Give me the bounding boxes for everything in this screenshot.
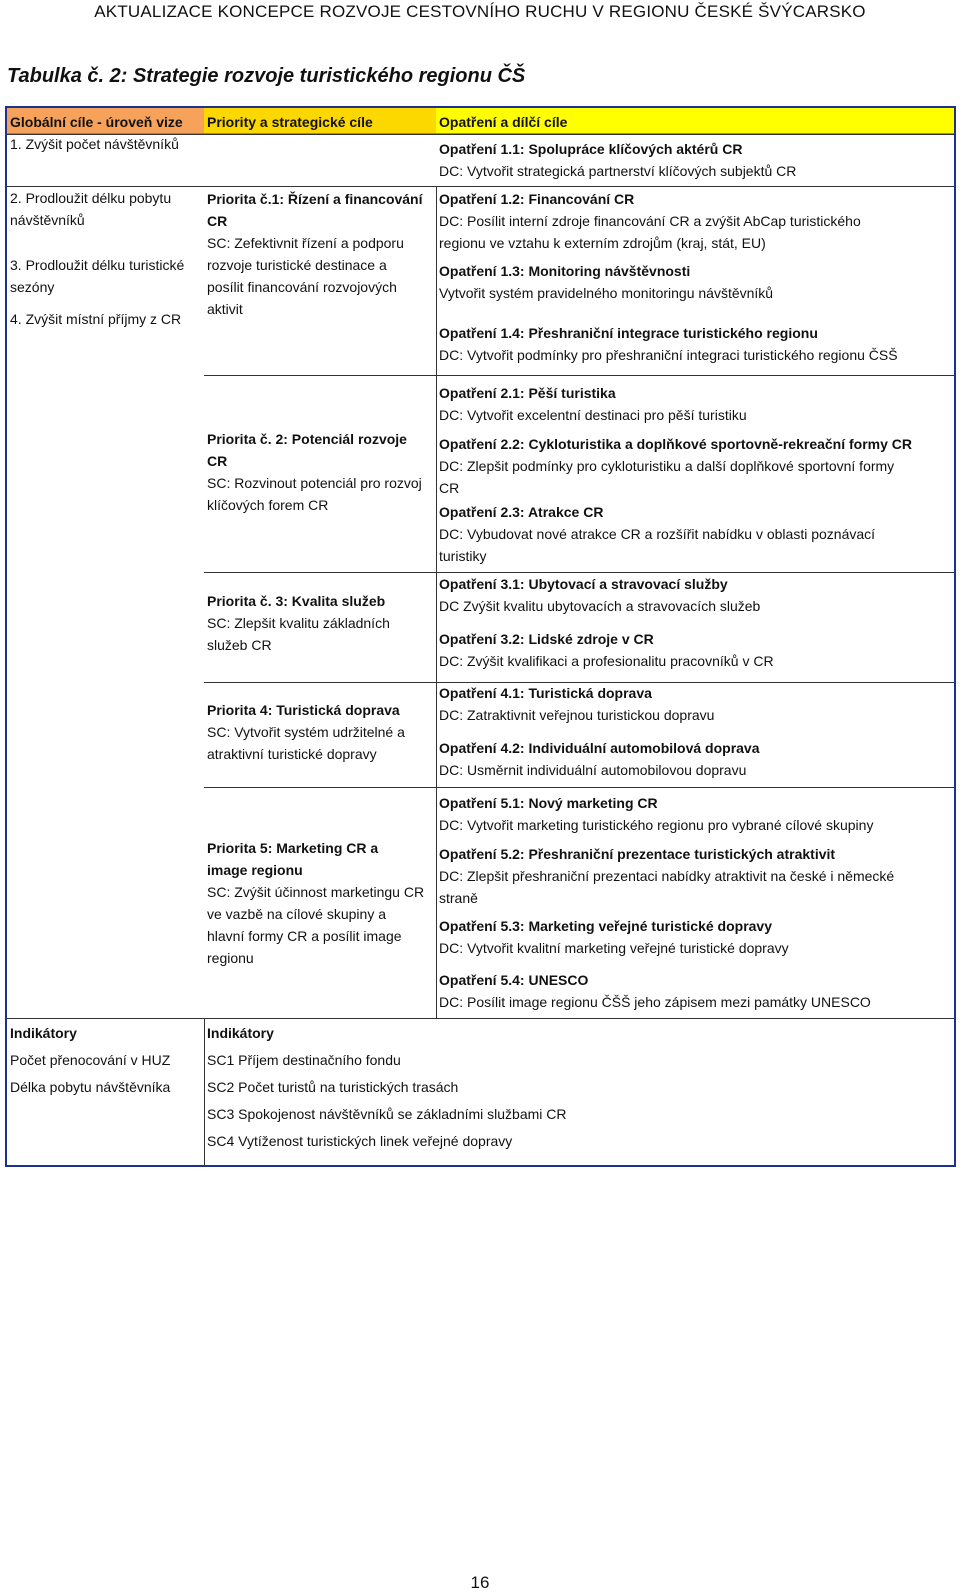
priority-title: Priorita č. 2: Potenciál rozvoje CR <box>207 431 407 469</box>
measure-title: Opatření 4.1: Turistická doprava <box>439 685 652 701</box>
column-header-priorities: Priority a strategické cíle <box>204 108 436 134</box>
measure-5-2 <box>439 843 894 909</box>
measure-title: Opatření 1.1: Spolupráce klíčových aktérů CR <box>439 141 743 157</box>
priority-title: Priorita č. 3: Kvalita služeb <box>207 593 386 609</box>
measure-2-3 <box>439 501 875 567</box>
measure-title: Opatření 3.1: Ubytovací a stravovací služby <box>439 576 728 592</box>
measure-title: Opatření 5.2: Přeshraniční prezentace turistických atraktivit <box>439 846 836 862</box>
column-divider <box>436 186 437 1018</box>
strategy-table <box>5 106 956 1167</box>
column-divider <box>204 1018 205 1167</box>
measure-title: Opatření 2.2: Cykloturistika a doplňkové sportovně-rekreační formy CR <box>439 436 913 452</box>
goal-1: 1. Zvýšit počet návštěvníků <box>10 136 179 152</box>
measure-title: Opatření 3.2: Lidské zdroje v CR <box>439 631 654 647</box>
measure-title: Opatření 1.3: Monitoring návštěvnosti <box>439 263 691 279</box>
measure-1-1 <box>439 138 796 182</box>
row-divider <box>204 375 954 376</box>
running-header: AKTUALIZACE KONCEPCE ROZVOJE CESTOVNÍHO RUCHU V REGIONU ČESKÉ ŠVÝCARSKO <box>94 2 866 21</box>
measure-5-1 <box>439 792 873 836</box>
measure-1-2 <box>439 188 861 254</box>
indicator-item: Počet přenocování v HUZ <box>10 1052 171 1068</box>
measure-text: DC: Vytvořit marketing turistického regionu pro vybrané cílové skupiny <box>439 817 874 833</box>
measure-title: Opatření 5.1: Nový marketing CR <box>439 795 658 811</box>
measure-text: DC: Vybudovat nové atrakce CR a rozšířit nabídku v oblasti poznávací turistiky <box>439 526 876 564</box>
priority-sc: SC: Rozvinout potenciál pro rozvoj klíčových forem CR <box>207 475 422 513</box>
measure-title: Opatření 4.2: Individuální automobilová doprava <box>439 740 760 756</box>
measure-text: Vytvořit systém pravidelného monitoringu návštěvníků <box>439 285 774 301</box>
priority-sc: SC: Zlepšit kvalitu základních služeb CR <box>207 615 390 653</box>
priority-4 <box>207 699 405 765</box>
row-divider <box>7 1018 954 1019</box>
measure-text: DC: Vytvořit strategická partnerství klíčových subjektů CR <box>439 163 797 179</box>
column-header-goals: Globální cíle - úroveň vize <box>7 108 204 134</box>
measure-5-3 <box>439 915 789 959</box>
indicator-item: SC4 Vytíženost turistických linek veřejné dopravy <box>207 1133 513 1149</box>
table-title: Tabulka č. 2: Strategie rozvoje turistického regionu ČŠ <box>7 65 526 87</box>
measure-text: DC: Vytvořit kvalitní marketing veřejné turistické dopravy <box>439 940 789 956</box>
measure-1-4 <box>439 322 898 366</box>
measure-text: DC: Zvýšit kvalifikaci a profesionalitu pracovníků v CR <box>439 653 774 669</box>
row-divider <box>204 787 954 788</box>
measure-4-2 <box>439 737 760 781</box>
measure-title: Opatření 2.1: Pěší turistika <box>439 385 616 401</box>
measure-2-2 <box>439 433 912 499</box>
measure-title: Opatření 1.2: Financování CR <box>439 191 635 207</box>
measure-text: DC: Zatraktivnit veřejnou turistickou dopravu <box>439 707 715 723</box>
indicators-label-right: Indikátory <box>207 1025 274 1041</box>
measure-1-3 <box>439 260 773 304</box>
indicator-item: SC2 Počet turistů na turistických trasách <box>207 1079 459 1095</box>
column-header-measures: Opatření a dílčí cíle <box>436 108 954 134</box>
measure-text: DC Zvýšit kvalitu ubytovacích a stravovacích služeb <box>439 598 761 614</box>
measure-text: DC: Vytvořit podmínky pro přeshraniční integraci turistického regionu ČSŠ <box>439 347 898 363</box>
priority-title: Priorita 4: Turistická doprava <box>207 702 400 718</box>
measure-text: DC: Posílit interní zdroje financování CR a zvýšit AbCap turistického regionu ve vztahu k externím zdrojům (kraj, stát, EU) <box>439 213 861 251</box>
measure-text: DC: Zlepšit přeshraniční prezentaci nabídky atraktivit na české i německé straně <box>439 868 895 906</box>
indicator-item: SC1 Příjem destinačního fondu <box>207 1052 401 1068</box>
measure-text: DC: Zlepšit podmínky pro cykloturistiku a další doplňkové sportovní formy CR <box>439 458 895 496</box>
measure-2-1 <box>439 382 747 426</box>
priority-title: Priorita 5: Marketing CR a image regionu <box>207 840 379 878</box>
priority-sc: SC: Zefektivnit řízení a podporu rozvoje turistické destinace a posílit financování rozvojových aktivit <box>207 235 404 317</box>
measure-text: DC: Posílit image regionu ČŠŠ jeho zápisem mezi památky UNESCO <box>439 994 871 1010</box>
measure-title: Opatření 2.3: Atrakce CR <box>439 504 604 520</box>
priority-5 <box>207 837 424 969</box>
priority-1 <box>207 188 423 320</box>
measure-3-2 <box>439 628 774 672</box>
goal-4: 4. Zvýšit místní příjmy z CR <box>10 311 182 327</box>
goal-2: 2. Prodloužit délku pobytu návštěvníků <box>10 190 172 228</box>
priority-sc: SC: Vytvořit systém udržitelné a atraktivní turistické dopravy <box>207 724 405 762</box>
indicator-item: SC3 Spokojenost návštěvníků se základními službami CR <box>207 1106 567 1122</box>
priority-3 <box>207 590 390 656</box>
measure-title: Opatření 5.4: UNESCO <box>439 972 589 988</box>
measure-4-1 <box>439 682 714 726</box>
measure-text: DC: Vytvořit excelentní destinaci pro pěší turistiku <box>439 407 747 423</box>
measure-title: Opatření 5.3: Marketing veřejné turistické dopravy <box>439 918 773 934</box>
measure-text: DC: Usměrnit individuální automobilovou dopravu <box>439 762 747 778</box>
priority-2 <box>207 428 422 516</box>
indicators-label-left: Indikátory <box>10 1025 77 1041</box>
priority-sc: SC: Zvýšit účinnost marketingu CR ve vazbě na cílové skupiny a hlavní formy CR a posílit image regionu <box>207 884 425 966</box>
goal-3: 3. Prodloužit délku turistické sezóny <box>10 257 185 295</box>
priority-title: Priorita č.1: Řízení a financování CR <box>207 191 423 229</box>
page-number: 16 <box>470 1573 490 1592</box>
measure-3-1 <box>439 573 760 617</box>
measure-title: Opatření 1.4: Přeshraniční integrace turistického regionu <box>439 325 818 341</box>
indicator-item: Délka pobytu návštěvníka <box>10 1079 171 1095</box>
measure-5-4 <box>439 969 871 1013</box>
